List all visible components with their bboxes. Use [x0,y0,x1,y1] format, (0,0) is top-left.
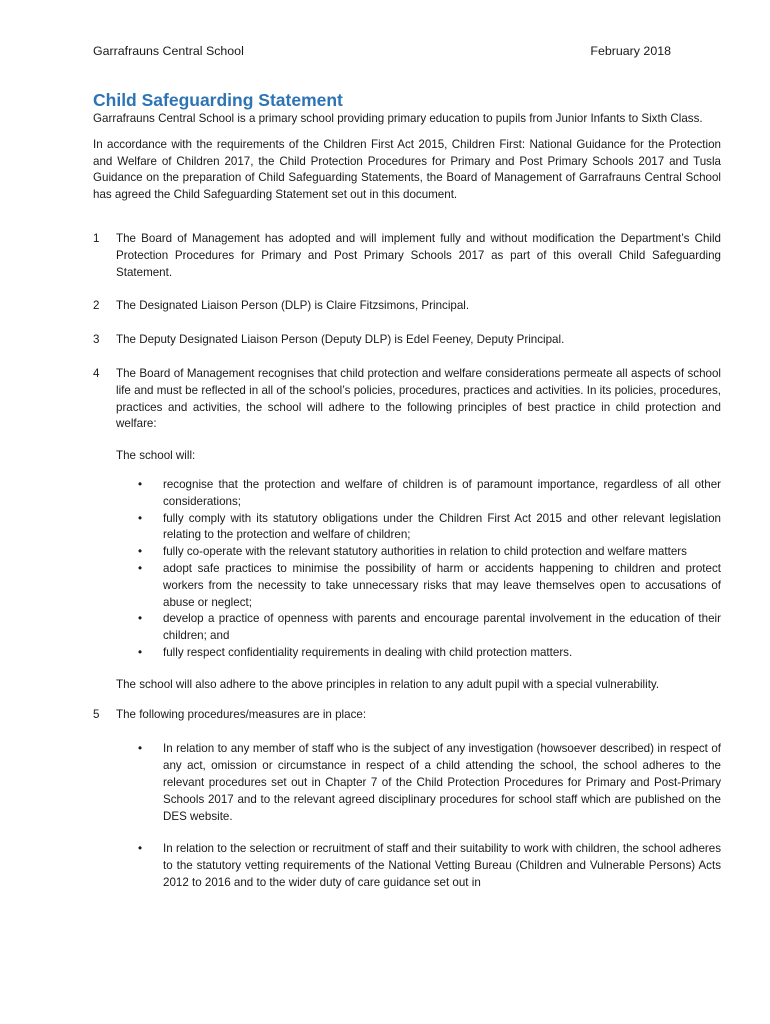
item-number: 1 [93,231,100,245]
procedures-list [116,741,721,891]
document-title: Child Safeguarding Statement [93,90,343,110]
item-text: The Board of Management recognises that child protection and welfare considerations permeate all aspects of school life and must be reflected in all of the school’s policies, procedures, practices and activities. In its policies, procedures, practices and activities, the school will adhere to the following principles of best practice in child protection and welfare: [116,366,721,431]
item-text: The Designated Liaison Person (DLP) is Claire Fitzsimons, Principal. [116,299,470,313]
numbered-item-2 [93,298,721,315]
numbered-item-4 [93,366,721,694]
intro-paragraph: In accordance with the requirements of the Children First Act 2015, Children First: National Guidance for the Protection and Welfare of Children 2017, the Child Protection Procedures for Primary and Post Primary Schools 2017 and Tusla Guidance on the preparation of Child Safeguarding Statements, the Board of Management of Garrafrauns Central School has agreed the Child Safeguarding Statement set out in this document. [93,137,721,202]
list-item: • develop a practice of openness with parents and encourage parental involvement in the education of their children; and [138,612,721,643]
bullet-icon: • [138,545,143,559]
bullet-icon: • [138,612,143,626]
item-number: 3 [93,333,100,347]
bullet-icon: • [138,561,143,575]
item-number: 4 [93,366,100,380]
item-text: The following procedures/measures are in place: [116,707,367,721]
bullet-icon: • [138,477,143,491]
header-date: February 2018 [590,44,671,58]
list-item: • fully respect confidentiality requirements in dealing with child protection matters. [116,645,721,662]
adult-pupil-paragraph: The school will also adhere to the above principles in relation to any adult pupil with a special vulnerability. [116,677,660,691]
bullet-icon: • [138,511,143,525]
list-item: • fully co-operate with the relevant statutory authorities in relation to child protection and welfare matters [116,544,721,561]
list-item: • adopt safe practices to minimise the possibility of harm or accidents happening to children and protect workers from the necessity to take unnecessary risks that may leave themselves open to accusations of abuse or neglect; [138,561,721,609]
item-text: The Deputy Designated Liaison Person (Deputy DLP) is Edel Feeney, Deputy Principal. [116,333,565,347]
numbered-item-5 [93,707,721,892]
numbered-item-3 [93,332,721,349]
item-text: The Board of Management has adopted and will implement fully and without modification the Department’s Child Protection Procedures for Primary and Post Primary Schools 2017 as part of this overall Child Safeguarding Statement. [116,231,721,279]
list-item: • recognise that the protection and welfare of children is of paramount importance, regardless of all other considerations; [138,477,721,508]
principles-list [116,477,721,662]
bullet-icon: • [138,645,143,659]
list-item: • In relation to the selection or recruitment of staff and their suitability to work with children, the school adheres to the statutory vetting requirements of the National Vetting Bureau (Children and Vulnerable Persons) Acts 2012 to 2016 and to the wider duty of care guidance set out in [138,842,721,889]
item-number: 5 [93,707,100,721]
bullet-icon: • [138,742,143,756]
intro-paragraph: Garrafrauns Central School is a primary school providing primary education to pupils from Junior Infants to Sixth Class. [93,112,703,125]
bullet-icon: • [138,842,143,856]
list-item: • In relation to any member of staff who is the subject of any investigation (howsoever described) in respect of any act, omission or circumstance in respect of a child attending the school, the school adheres to the relevant procedures set out in Chapter 7 of the Child Protection Procedures for Primary and Post-Primary Schools 2017 and to the relevant agreed disciplinary procedures for school staff which are published on the DES website. [138,742,721,823]
document-body [93,111,721,892]
header-school-name: Garrafrauns Central School [93,44,244,58]
school-will-lead: The school will: [116,449,196,463]
list-item: • fully comply with its statutory obligations under the Children First Act 2015 and other relevant legislation relating to the protection and welfare of children; [138,511,721,542]
numbered-item-1 [93,231,721,281]
item-number: 2 [93,299,100,313]
page-header [93,44,671,58]
